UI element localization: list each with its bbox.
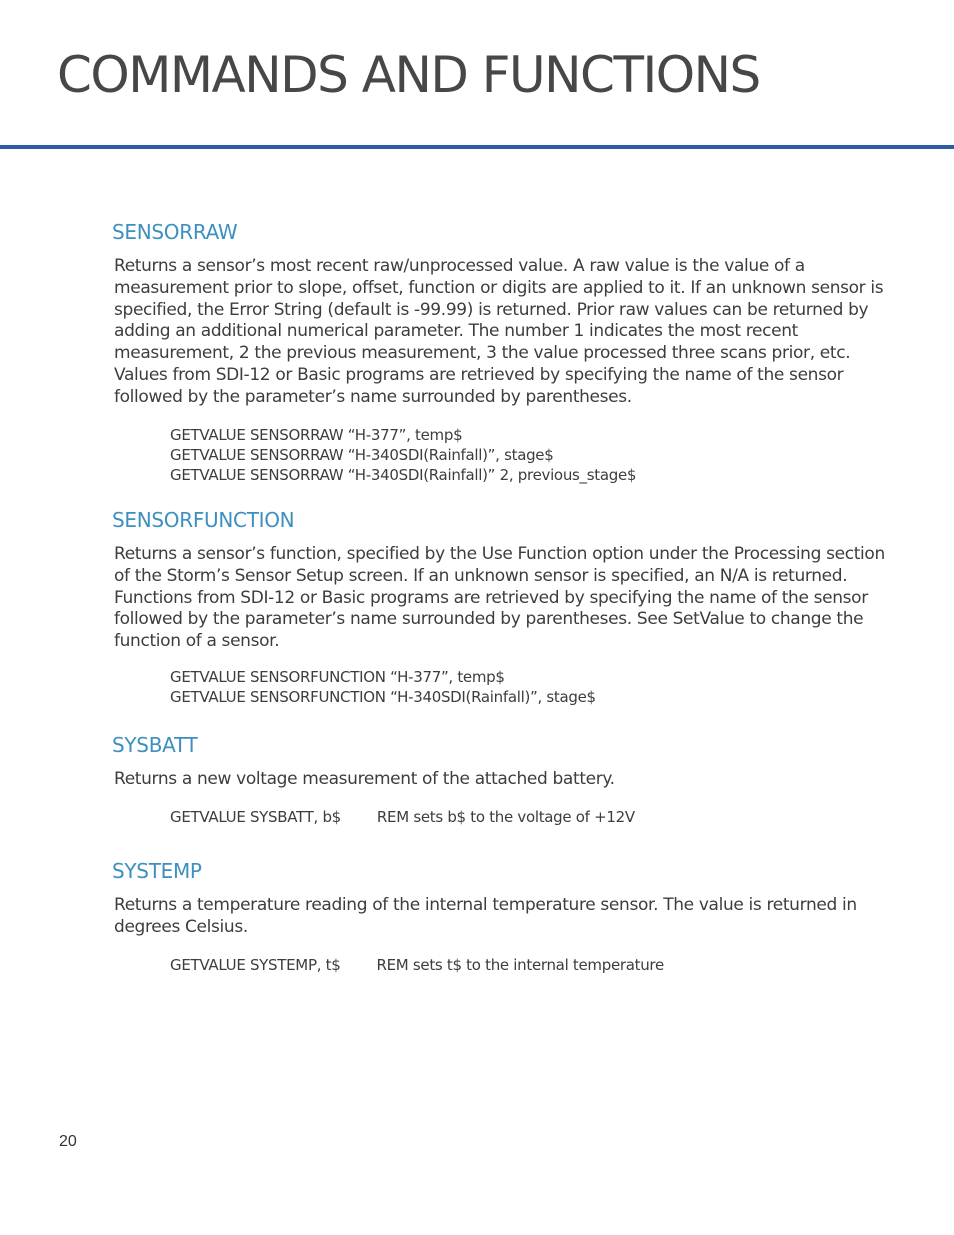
code-text: GETVALUE SYSBATT, b$ xyxy=(170,807,341,826)
title-divider xyxy=(0,145,954,149)
section-sensorraw xyxy=(112,220,902,485)
code-example xyxy=(170,425,902,445)
code-text: GETVALUE SENSORFUNCTION “H-377”, temp$ xyxy=(170,667,505,686)
code-example xyxy=(170,465,902,485)
section-systemp xyxy=(112,859,902,975)
code-examples xyxy=(112,425,902,486)
code-example xyxy=(170,445,902,465)
section-body: Returns a temperature reading of the internal temperature sensor. The value is returned in degrees Celsius. xyxy=(114,895,857,937)
section-heading: SYSTEMP xyxy=(112,859,202,883)
section-sensorfunction xyxy=(112,508,902,708)
section-sysbatt xyxy=(112,733,902,827)
section-body: Returns a sensor’s function, specified by the Use Function option under the Processing section of the Storm’s Sensor Setup screen. If an unknown sensor is specified, an N/A is returned. Functions from SDI-12 or Basic programs are retrieved by specifying the name of the sensor followed by the parameter’s name surrounded by parentheses. See SetValue to change the function of a sensor. xyxy=(114,544,885,652)
code-text: GETVALUE SENSORRAW “H-377”, temp$ xyxy=(170,425,463,444)
code-remark: REM sets t$ to the internal temperature xyxy=(376,955,664,974)
code-text: GETVALUE SENSORFUNCTION “H-340SDI(Rainfall)”, stage$ xyxy=(170,688,596,707)
code-examples xyxy=(112,667,902,708)
code-example xyxy=(170,807,902,827)
code-examples xyxy=(112,807,902,827)
code-example xyxy=(170,687,902,707)
section-heading: SENSORRAW xyxy=(112,220,238,244)
code-example xyxy=(170,667,902,687)
code-example xyxy=(170,955,902,975)
code-text: GETVALUE SENSORRAW “H-340SDI(Rainfall)” 2, previous_stage$ xyxy=(170,466,637,485)
section-heading: SENSORFUNCTION xyxy=(112,508,295,532)
section-heading: SYSBATT xyxy=(112,733,198,757)
code-text: GETVALUE SENSORRAW “H-340SDI(Rainfall)”, stage$ xyxy=(170,445,554,464)
section-body: Returns a sensor’s most recent raw/unprocessed value. A raw value is the value of a measurement prior to slope, offset, function or digits are applied to it. If an unknown sensor is specified, the Error String (default is -99.99) is returned. Prior raw values can be returned by adding an additional numerical parameter. The number 1 indicates the most recent measurement, 2 the previous measurement, 3 the value processed three scans prior, etc. Values from SDI-12 or Basic programs are retrieved by specifying the name of the sensor followed by the parameter’s name surrounded by parentheses. xyxy=(114,256,884,407)
code-remark: REM sets b$ to the voltage of +12V xyxy=(376,807,635,826)
section-body: Returns a new voltage measurement of the attached battery. xyxy=(114,769,615,789)
code-examples xyxy=(112,955,902,975)
code-text: GETVALUE SYSTEMP, t$ xyxy=(170,955,341,974)
page-title: COMMANDS AND FUNCTIONS xyxy=(57,46,760,104)
page-number: 20 xyxy=(59,1133,77,1150)
